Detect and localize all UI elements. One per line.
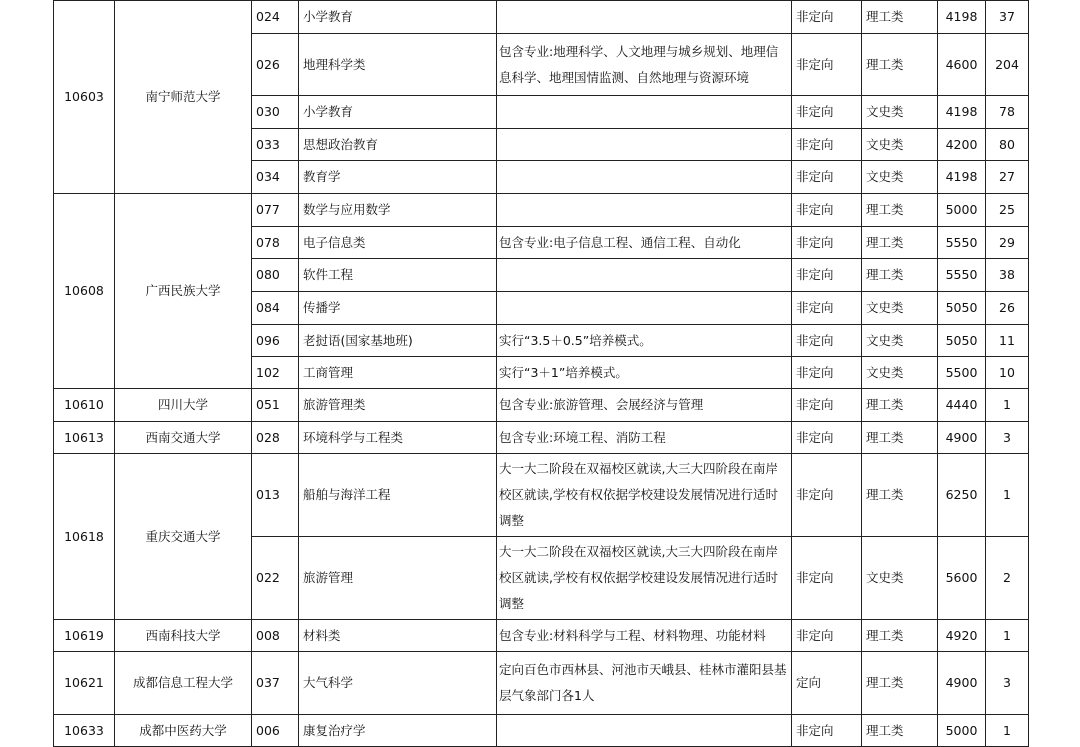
major-code-cell: 084 — [252, 292, 299, 325]
note-cell: 实行“3＋1”培养模式。 — [497, 357, 792, 389]
category-cell: 理工类 — [862, 715, 938, 747]
table-row — [54, 715, 1029, 747]
tuition-cell: 4440 — [938, 389, 986, 422]
major-code-cell: 080 — [252, 259, 299, 292]
enrollment-type-cell: 非定向 — [792, 620, 862, 652]
tuition-cell: 5550 — [938, 227, 986, 259]
major-name-cell: 大气科学 — [299, 652, 497, 715]
note-cell: 包含专业:材料科学与工程、材料物理、功能材料 — [497, 620, 792, 652]
enrollment-type-cell: 非定向 — [792, 357, 862, 389]
major-code-cell: 096 — [252, 325, 299, 357]
enrollment-type-cell: 非定向 — [792, 454, 862, 537]
school-code-cell: 10633 — [54, 715, 115, 747]
note-cell — [497, 96, 792, 129]
major-code-cell: 033 — [252, 129, 299, 161]
enrollment-type-cell: 非定向 — [792, 389, 862, 422]
school-code-cell: 10621 — [54, 652, 115, 715]
tuition-cell: 5500 — [938, 357, 986, 389]
tuition-cell: 4900 — [938, 652, 986, 715]
enrollment-type-cell: 非定向 — [792, 715, 862, 747]
school-name-cell: 成都信息工程大学 — [115, 652, 252, 715]
category-cell: 理工类 — [862, 34, 938, 96]
category-cell: 文史类 — [862, 129, 938, 161]
enrollment-type-cell: 非定向 — [792, 227, 862, 259]
major-name-cell: 传播学 — [299, 292, 497, 325]
note-cell: 包含专业:旅游管理、会展经济与管理 — [497, 389, 792, 422]
note-cell: 定向百色市西林县、河池市天峨县、桂林市灌阳县基层气象部门各1人 — [497, 652, 792, 715]
major-code-cell: 008 — [252, 620, 299, 652]
plan-count-cell: 2 — [986, 537, 1029, 620]
tuition-cell: 5050 — [938, 292, 986, 325]
plan-count-cell: 1 — [986, 620, 1029, 652]
major-name-cell: 地理科学类 — [299, 34, 497, 96]
category-cell: 文史类 — [862, 357, 938, 389]
school-code-cell: 10610 — [54, 389, 115, 422]
category-cell: 文史类 — [862, 325, 938, 357]
enrollment-type-cell: 非定向 — [792, 129, 862, 161]
major-name-cell: 环境科学与工程类 — [299, 422, 497, 454]
note-cell — [497, 129, 792, 161]
plan-count-cell: 37 — [986, 1, 1029, 34]
enrollment-type-cell: 非定向 — [792, 161, 862, 194]
major-name-cell: 小学教育 — [299, 96, 497, 129]
admissions-table — [53, 0, 1029, 747]
major-name-cell: 康复治疗学 — [299, 715, 497, 747]
major-code-cell: 028 — [252, 422, 299, 454]
major-name-cell: 旅游管理类 — [299, 389, 497, 422]
school-code-cell: 10603 — [54, 1, 115, 194]
category-cell: 理工类 — [862, 620, 938, 652]
tuition-cell: 4198 — [938, 161, 986, 194]
major-name-cell: 电子信息类 — [299, 227, 497, 259]
school-name-cell: 四川大学 — [115, 389, 252, 422]
tuition-cell: 5050 — [938, 325, 986, 357]
major-name-cell: 材料类 — [299, 620, 497, 652]
plan-count-cell: 3 — [986, 652, 1029, 715]
enrollment-type-cell: 非定向 — [792, 34, 862, 96]
plan-count-cell: 1 — [986, 454, 1029, 537]
school-code-cell: 10608 — [54, 194, 115, 389]
major-name-cell: 老挝语(国家基地班) — [299, 325, 497, 357]
category-cell: 理工类 — [862, 389, 938, 422]
school-name-cell: 西南科技大学 — [115, 620, 252, 652]
plan-count-cell: 10 — [986, 357, 1029, 389]
major-code-cell: 006 — [252, 715, 299, 747]
major-code-cell: 024 — [252, 1, 299, 34]
note-cell — [497, 292, 792, 325]
tuition-cell: 4900 — [938, 422, 986, 454]
school-code-cell: 10613 — [54, 422, 115, 454]
major-name-cell: 教育学 — [299, 161, 497, 194]
category-cell: 文史类 — [862, 161, 938, 194]
table-body — [54, 1, 1029, 747]
enrollment-type-cell: 非定向 — [792, 1, 862, 34]
plan-count-cell: 26 — [986, 292, 1029, 325]
category-cell: 理工类 — [862, 652, 938, 715]
enrollment-type-cell: 非定向 — [792, 537, 862, 620]
major-code-cell: 026 — [252, 34, 299, 96]
major-name-cell: 软件工程 — [299, 259, 497, 292]
category-cell: 理工类 — [862, 259, 938, 292]
category-cell: 理工类 — [862, 1, 938, 34]
enrollment-type-cell: 定向 — [792, 652, 862, 715]
table-row — [54, 194, 1029, 227]
major-code-cell: 022 — [252, 537, 299, 620]
table-row — [54, 1, 1029, 34]
school-code-cell: 10618 — [54, 454, 115, 620]
school-name-cell: 南宁师范大学 — [115, 1, 252, 194]
major-code-cell: 030 — [252, 96, 299, 129]
major-name-cell: 工商管理 — [299, 357, 497, 389]
note-cell: 大一大二阶段在双福校区就读,大三大四阶段在南岸校区就读,学校有权依据学校建设发展情况进行适时调整 — [497, 537, 792, 620]
tuition-cell: 4198 — [938, 1, 986, 34]
note-cell: 实行“3.5＋0.5”培养模式。 — [497, 325, 792, 357]
major-code-cell: 078 — [252, 227, 299, 259]
tuition-cell: 4600 — [938, 34, 986, 96]
category-cell: 文史类 — [862, 537, 938, 620]
plan-count-cell: 204 — [986, 34, 1029, 96]
tuition-cell: 6250 — [938, 454, 986, 537]
tuition-cell: 4200 — [938, 129, 986, 161]
note-cell — [497, 194, 792, 227]
major-name-cell: 船舶与海洋工程 — [299, 454, 497, 537]
school-name-cell: 重庆交通大学 — [115, 454, 252, 620]
table-row — [54, 652, 1029, 715]
note-cell — [497, 161, 792, 194]
plan-count-cell: 1 — [986, 715, 1029, 747]
major-code-cell: 037 — [252, 652, 299, 715]
note-cell — [497, 1, 792, 34]
major-code-cell: 034 — [252, 161, 299, 194]
table-row — [54, 620, 1029, 652]
plan-count-cell: 80 — [986, 129, 1029, 161]
major-code-cell: 051 — [252, 389, 299, 422]
plan-count-cell: 38 — [986, 259, 1029, 292]
note-cell: 包含专业:电子信息工程、通信工程、自动化 — [497, 227, 792, 259]
major-name-cell: 思想政治教育 — [299, 129, 497, 161]
note-cell — [497, 259, 792, 292]
major-name-cell: 旅游管理 — [299, 537, 497, 620]
tuition-cell: 4920 — [938, 620, 986, 652]
enrollment-type-cell: 非定向 — [792, 422, 862, 454]
category-cell: 理工类 — [862, 227, 938, 259]
school-name-cell: 广西民族大学 — [115, 194, 252, 389]
note-cell: 包含专业:环境工程、消防工程 — [497, 422, 792, 454]
note-cell: 包含专业:地理科学、人文地理与城乡规划、地理信息科学、地理国情监测、自然地理与资源环境 — [497, 34, 792, 96]
plan-count-cell: 78 — [986, 96, 1029, 129]
plan-count-cell: 27 — [986, 161, 1029, 194]
tuition-cell: 5600 — [938, 537, 986, 620]
note-cell — [497, 715, 792, 747]
tuition-cell: 5000 — [938, 715, 986, 747]
major-code-cell: 013 — [252, 454, 299, 537]
plan-count-cell: 1 — [986, 389, 1029, 422]
plan-count-cell: 25 — [986, 194, 1029, 227]
category-cell: 理工类 — [862, 422, 938, 454]
enrollment-type-cell: 非定向 — [792, 96, 862, 129]
category-cell: 理工类 — [862, 454, 938, 537]
table-row — [54, 454, 1029, 537]
enrollment-type-cell: 非定向 — [792, 259, 862, 292]
plan-count-cell: 11 — [986, 325, 1029, 357]
school-name-cell: 西南交通大学 — [115, 422, 252, 454]
tuition-cell: 5000 — [938, 194, 986, 227]
enrollment-type-cell: 非定向 — [792, 292, 862, 325]
major-code-cell: 077 — [252, 194, 299, 227]
enrollment-type-cell: 非定向 — [792, 325, 862, 357]
tuition-cell: 5550 — [938, 259, 986, 292]
plan-count-cell: 29 — [986, 227, 1029, 259]
table-row — [54, 389, 1029, 422]
school-name-cell: 成都中医药大学 — [115, 715, 252, 747]
category-cell: 文史类 — [862, 292, 938, 325]
enrollment-type-cell: 非定向 — [792, 194, 862, 227]
tuition-cell: 4198 — [938, 96, 986, 129]
table-row — [54, 422, 1029, 454]
category-cell: 理工类 — [862, 194, 938, 227]
major-code-cell: 102 — [252, 357, 299, 389]
category-cell: 文史类 — [862, 96, 938, 129]
major-name-cell: 小学教育 — [299, 1, 497, 34]
school-code-cell: 10619 — [54, 620, 115, 652]
major-name-cell: 数学与应用数学 — [299, 194, 497, 227]
note-cell: 大一大二阶段在双福校区就读,大三大四阶段在南岸校区就读,学校有权依据学校建设发展情况进行适时调整 — [497, 454, 792, 537]
plan-count-cell: 3 — [986, 422, 1029, 454]
